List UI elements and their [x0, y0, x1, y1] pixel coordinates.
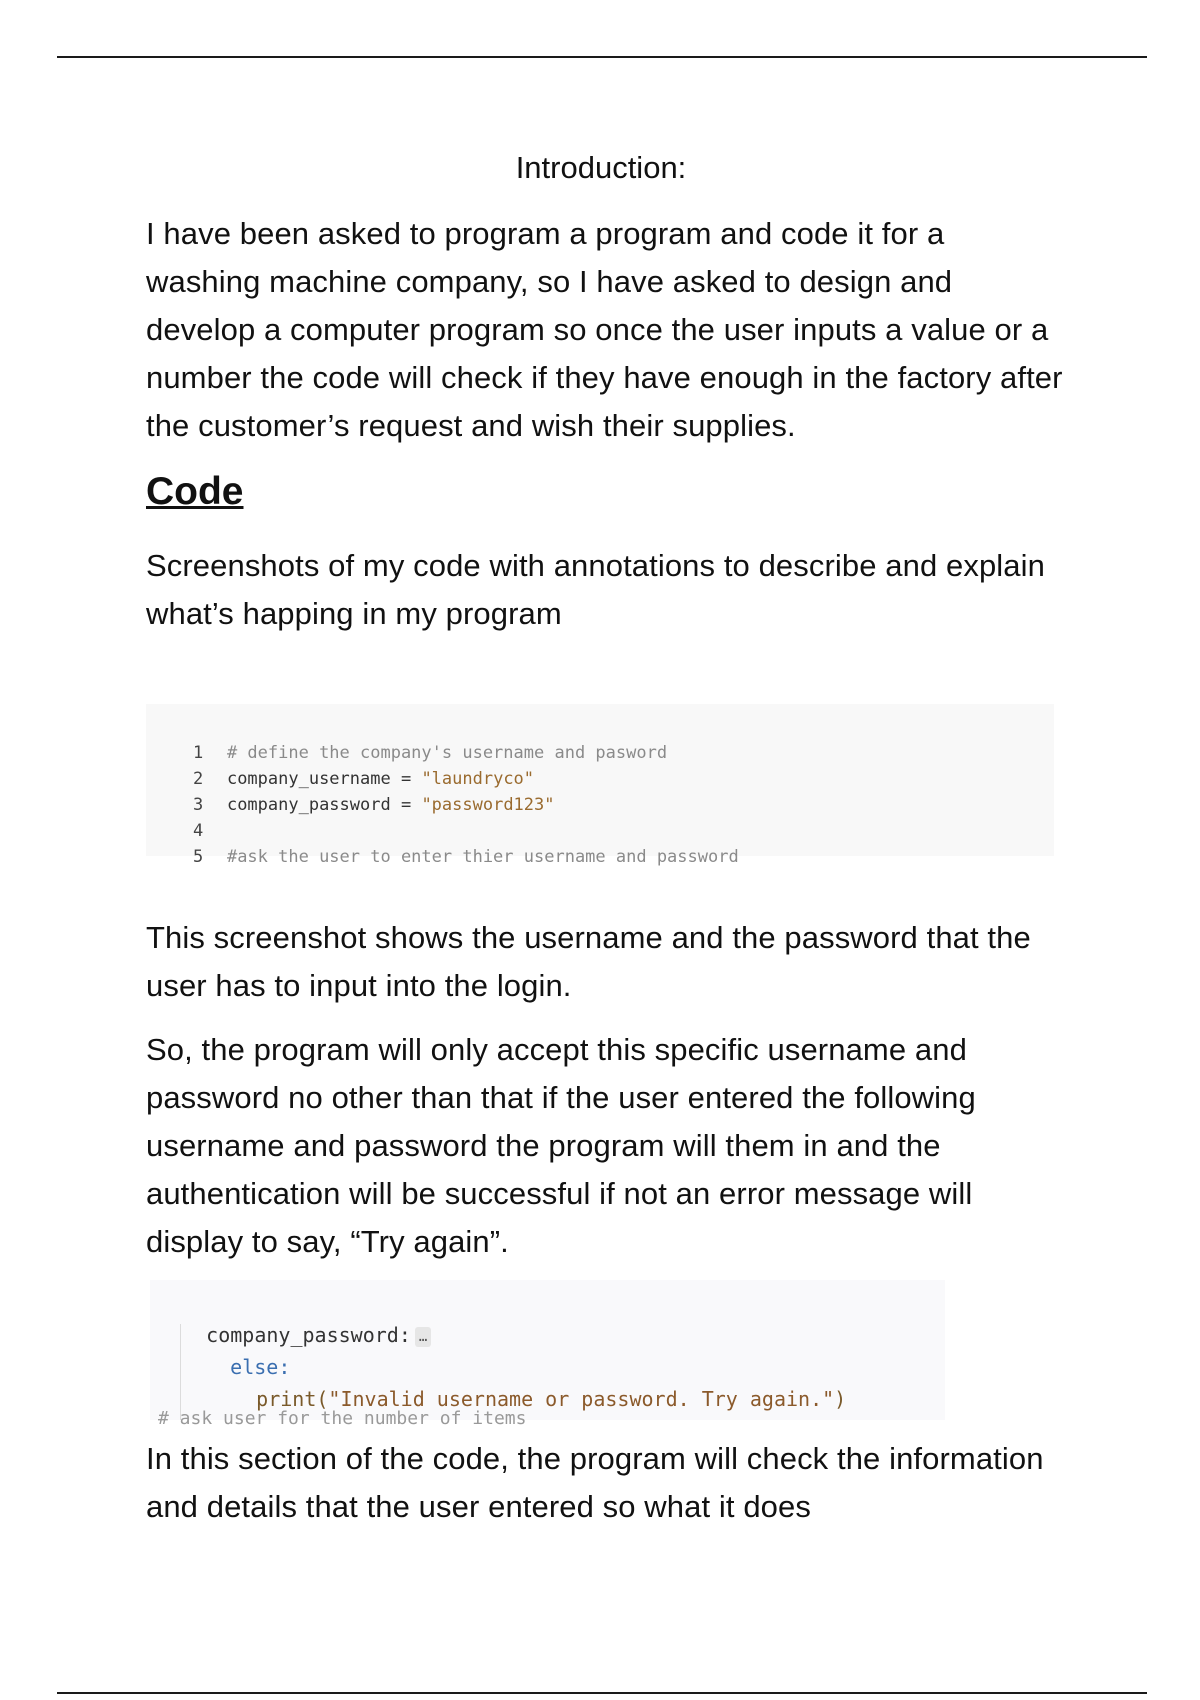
line-number: 4 — [192, 821, 204, 841]
accept-credentials-paragraph: So, the program will only accept this specific username and password no other than that if the user entered the following username and password the program will them in and the authentication will be successful if not an error message will display to say, “Try again”. — [146, 1032, 976, 1259]
code-screenshot-else-branch — [150, 1280, 945, 1429]
code-line — [146, 714, 668, 763]
code-condition: company_password: — [206, 1323, 411, 1347]
code-string: "laundryco" — [421, 769, 535, 789]
code-line — [158, 1290, 431, 1347]
code-string: "password123" — [421, 795, 555, 815]
code-keyword: else: — [230, 1355, 291, 1379]
code-line — [146, 740, 535, 789]
code-comment: # define the company's username and pasword — [226, 743, 668, 763]
line-number: 2 — [192, 769, 204, 789]
intro-title: Introduction: — [515, 150, 687, 185]
code-variable: company_username — [226, 769, 391, 789]
code-comment: #ask the user to enter thier username and password — [226, 847, 739, 867]
code-string: "Invalid username or password. Try again." — [328, 1387, 835, 1411]
bottom-rule — [57, 1692, 1147, 1694]
code-function: print( — [256, 1387, 329, 1411]
line-number: 3 — [192, 795, 204, 815]
line-number: 1 — [192, 743, 204, 763]
code-operator: = — [390, 769, 422, 789]
screenshot-description-paragraph: This screenshot shows the username and the password that the user has to input into the login. — [146, 920, 1031, 1003]
screenshots-paragraph: Screenshots of my code with annotations to describe and explain what’s happing in my program — [146, 548, 1045, 631]
code-fold-marker[interactable]: … — [415, 1327, 431, 1347]
code-screenshot-credentials — [146, 704, 1054, 867]
line-number: 5 — [192, 847, 204, 867]
top-rule — [57, 56, 1147, 58]
code-line — [208, 1354, 847, 1411]
indent-guide — [180, 1324, 181, 1420]
code-variable: company_password — [226, 795, 391, 815]
code-line — [146, 818, 739, 867]
cut-off-code-line: # ask user for the number of items — [158, 1408, 527, 1429]
code-heading: Code — [146, 470, 244, 513]
code-operator: = — [390, 795, 422, 815]
code-paren: ) — [834, 1387, 847, 1411]
intro-paragraph: I have been asked to program a program and code it for a washing machine company, so I have asked to design and develop a computer program so once the user inputs a value or a number the code will check if they have enough in the factory after the customer’s request and wish their supplies. — [146, 216, 1063, 443]
section-check-paragraph: In this section of the code, the program will check the information and details that the user entered so what it does — [146, 1441, 1044, 1524]
code-line — [146, 792, 227, 841]
code-line — [146, 766, 555, 815]
code-line — [182, 1322, 291, 1379]
